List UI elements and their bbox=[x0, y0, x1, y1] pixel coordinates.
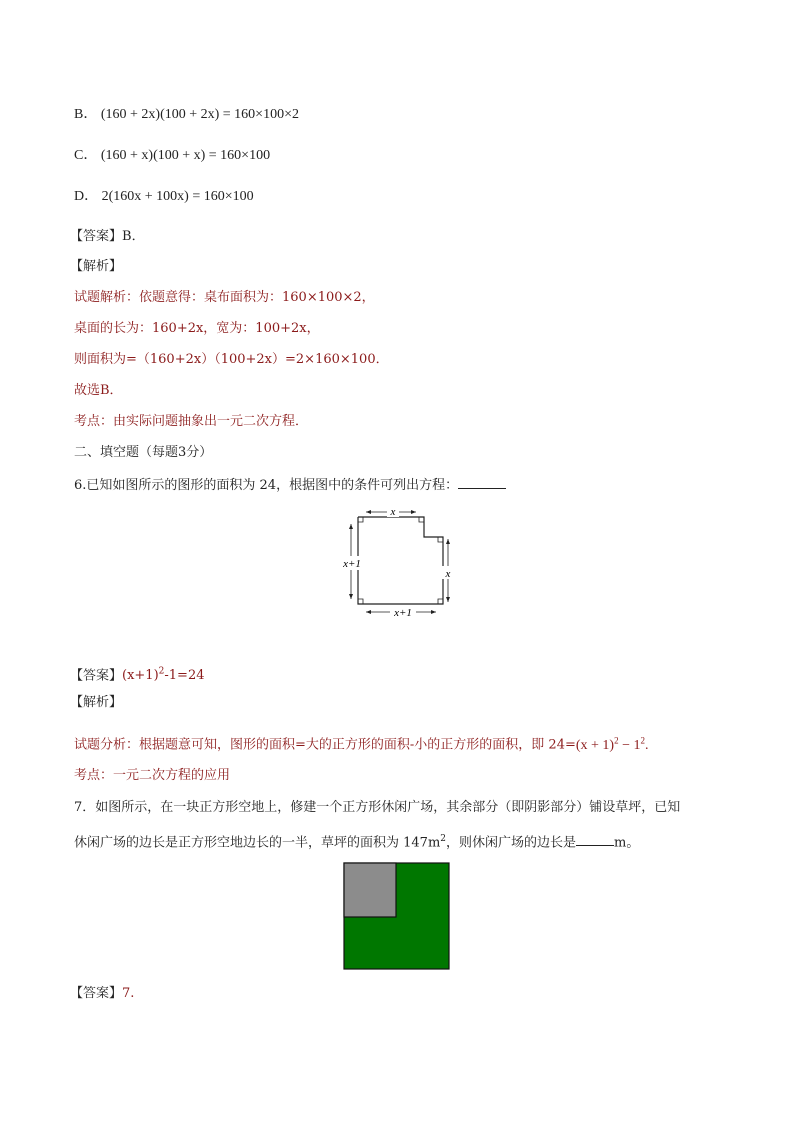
q7-answer bbox=[70, 985, 134, 1003]
q6-answer bbox=[70, 663, 205, 685]
answer-tag: 【答案】 bbox=[70, 229, 123, 244]
expr-mid: − 1 bbox=[618, 737, 641, 753]
expr-exponent: 2 bbox=[614, 735, 619, 745]
answer-value bbox=[122, 668, 204, 683]
q5-analysis-line-3: 则面积为=（160+2x）（100+2x）=2×160×100． bbox=[74, 352, 389, 367]
answer-value: B． bbox=[122, 229, 145, 244]
top-label: x bbox=[390, 506, 396, 518]
right-angle-mark bbox=[419, 517, 424, 522]
q7-line-2-a: 休闲广场的边长是正方形空地边长的一半，草坪的面积为 147m bbox=[74, 835, 441, 851]
option-d bbox=[74, 188, 254, 206]
q7-line-1: 7．如图所示，在一块正方形空地上，修建一个正方形休闲广场，其余部分（即阴影部分）铺设草坪，已知 bbox=[74, 800, 681, 815]
right-angle-mark bbox=[358, 599, 363, 604]
plaza-square bbox=[344, 863, 396, 917]
q5-analysis-line-1: 试题解析：依题意得：桌布面积为：160×100×2， bbox=[74, 290, 375, 305]
option-c-label: C． bbox=[74, 148, 98, 163]
option-b bbox=[74, 106, 299, 124]
shape-outline bbox=[358, 517, 443, 604]
option-d-expr: 2(160x + 100x) = 160×100 bbox=[101, 189, 254, 204]
q6-point: 考点：一元二次方程的应用 bbox=[74, 768, 231, 783]
option-b-label: B． bbox=[74, 107, 98, 122]
q6-answer-blank[interactable] bbox=[458, 476, 506, 489]
q5-analysis-line-2: 桌面的长为：160+2x，宽为：100+2x， bbox=[74, 321, 320, 336]
q5-analysis-line-4: 故选B． bbox=[74, 383, 123, 398]
q6-question-text: 6.已知如图所示的图形的面积为 24，根据图中的条件可列出方程： bbox=[74, 478, 459, 493]
right-angle-mark bbox=[438, 537, 443, 542]
q7-line-2-c: m。 bbox=[614, 835, 640, 851]
answer-exponent: 2 bbox=[158, 667, 165, 677]
answer-base: (x+1) bbox=[122, 668, 159, 684]
q6-analysis-text: 试题分析：根据题意可知，图形的面积=大的正方形的面积-小的正方形的面积，即 24= bbox=[74, 737, 576, 753]
right-label: x bbox=[445, 568, 451, 580]
section-title: 二、填空题（每题3分） bbox=[74, 445, 213, 460]
option-d-label: D． bbox=[74, 189, 99, 204]
q5-analysis-tag: 【解析】 bbox=[70, 259, 123, 274]
q6-analysis-expr bbox=[575, 735, 649, 753]
left-label: x+1 bbox=[343, 558, 361, 570]
q7-line-2 bbox=[74, 830, 639, 852]
option-c bbox=[74, 147, 270, 165]
option-c-expr: (160 + x)(100 + x) = 160×100 bbox=[100, 148, 271, 163]
q6-question bbox=[74, 476, 506, 495]
expr-base: (x + 1) bbox=[575, 737, 615, 753]
q7-line-2-b: ，则休闲广场的边长是 bbox=[446, 835, 577, 851]
expr-exponent-2: 2 bbox=[640, 735, 645, 745]
q6-figure bbox=[338, 504, 458, 622]
q7-figure bbox=[343, 862, 451, 971]
answer-value: 7. bbox=[122, 986, 135, 1001]
bottom-label: x+1 bbox=[394, 607, 412, 619]
right-angle-mark bbox=[358, 517, 363, 522]
q6-analysis bbox=[74, 731, 649, 755]
right-angle-mark bbox=[438, 599, 443, 604]
q7-line-2-sup: 2 bbox=[440, 834, 447, 844]
expr-end: . bbox=[645, 737, 649, 753]
q7-answer-blank[interactable] bbox=[576, 833, 614, 846]
q6-analysis-tag: 【解析】 bbox=[70, 695, 123, 710]
option-b-expr: (160 + 2x)(100 + 2x) = 160×100×2 bbox=[100, 107, 299, 122]
answer-rest: -1=24 bbox=[164, 668, 205, 684]
q5-answer bbox=[70, 228, 145, 246]
q5-point: 考点：由实际问题抽象出一元二次方程． bbox=[74, 414, 309, 429]
answer-tag: 【答案】 bbox=[70, 986, 123, 1001]
answer-tag: 【答案】 bbox=[70, 668, 123, 684]
